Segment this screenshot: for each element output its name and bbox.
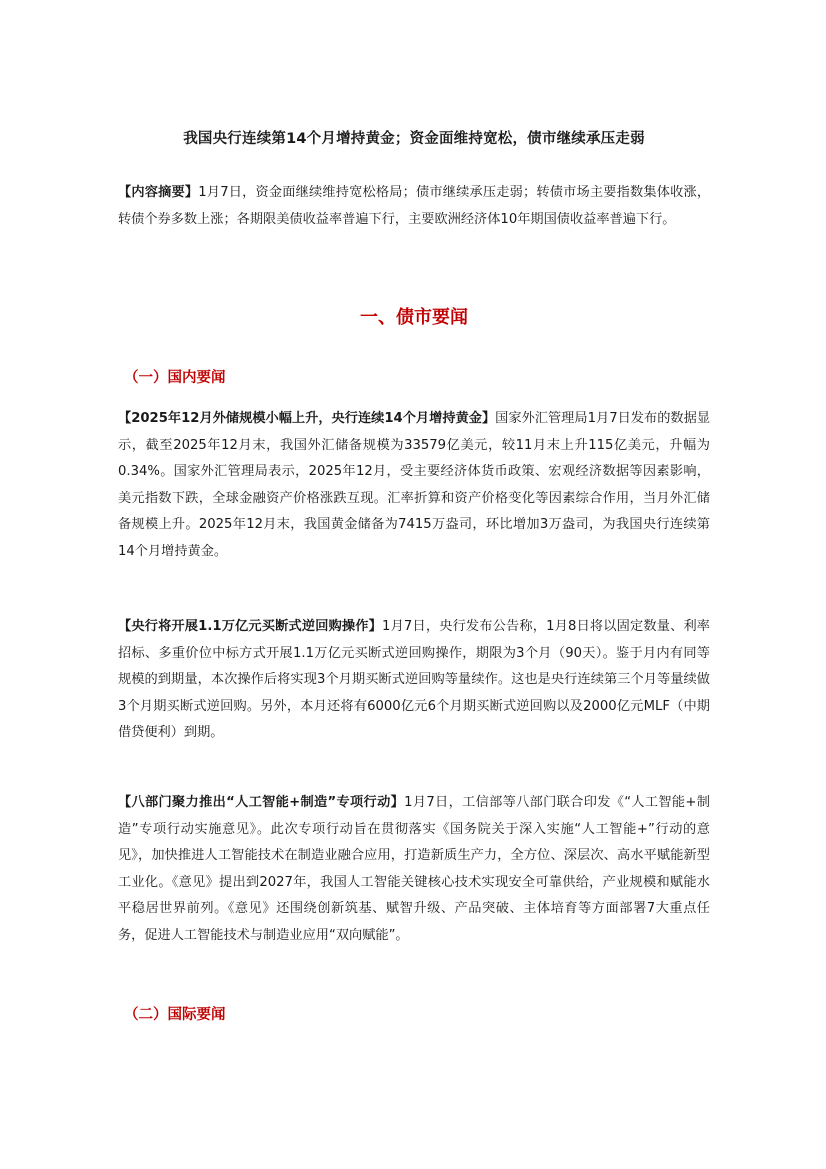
news-item-fx-reserves xyxy=(118,406,710,565)
document-title: 我国央行连续第14个月增持黄金；资金面维持宽松，债市继续承压走弱 xyxy=(183,131,645,147)
section-title-bond-news: 一、债市要闻 xyxy=(360,307,468,328)
news-item-ai-manufacturing xyxy=(118,790,710,949)
subsection-title-international: （二）国际要闻 xyxy=(124,1007,226,1023)
subsection-title-domestic: （一）国内要闻 xyxy=(124,370,226,386)
news-headline: 【央行将开展1.1万亿元买断式逆回购操作】 xyxy=(118,619,383,634)
news-body: 国家外汇管理局1月7日发布的数据显示，截至2025年12月末，我国外汇储备规模为33579亿美元，较11月末上升115亿美元，升幅为0.34%。国家外汇管理局表示，2025年12月，受主要经济体货币政策、宏观经济数据等因素影响，美元指数下跌，全球金融资产价格涨跌互现。汇率折算和资产价格变化等因素综合作用，当月外汇储备规模上升。2025年12月末，我国黄金储备为7415万盎司，环比增加3万盎司，为我国央行连续第14个月增持黄金。 xyxy=(118,411,711,559)
news-body: 1月7日，工信部等八部门联合印发《“人工智能+制造”专项行动实施意见》。此次专项行动旨在贯彻落实《国务院关于深入实施“人工智能+”行动的意见》，加快推进人工智能技术在制造业融合应用，打造新质生产力，全方位、深层次、高水平赋能新型工业化。《意见》提出到2027年，我国人工智能关键核心技术实现安全可靠供给，产业规模和赋能水平稳居世界前列。《意见》还围绕创新筑基、赋智升级、产品突破、主体培育等方面部署7大重点任务，促进人工智能技术与制造业应用“双向赋能”。 xyxy=(118,795,710,943)
abstract-label: 【内容摘要】 xyxy=(118,185,199,200)
news-body: 1月7日，央行发布公告称，1月8日将以固定数量、利率招标、多重价位中标方式开展1.1万亿元买断式逆回购操作，期限为3个月（90天）。鉴于月内有同等规模的到期量，本次操作后将实现3个月期买断式逆回购等量续作。这也是央行连续第三个月等量续做3个月期买断式逆回购。另外，本月还将有6000亿元6个月期买断式逆回购以及2000亿元MLF（中期借贷便利）到期。 xyxy=(118,619,710,740)
abstract-paragraph xyxy=(118,180,710,233)
news-headline: 【2025年12月外储规模小幅上升，央行连续14个月增持黄金】 xyxy=(118,411,496,426)
news-item-reverse-repo xyxy=(118,614,710,747)
news-headline: 【八部门聚力推出“人工智能+制造”专项行动】 xyxy=(118,795,405,810)
abstract-text: 1月7日，资金面继续维持宽松格局；债市继续承压走弱；转债市场主要指数集体收涨，转债个券多数上涨；各期限美债收益率普遍下行，主要欧洲经济体10年期国债收益率普遍下行。 xyxy=(118,185,711,227)
